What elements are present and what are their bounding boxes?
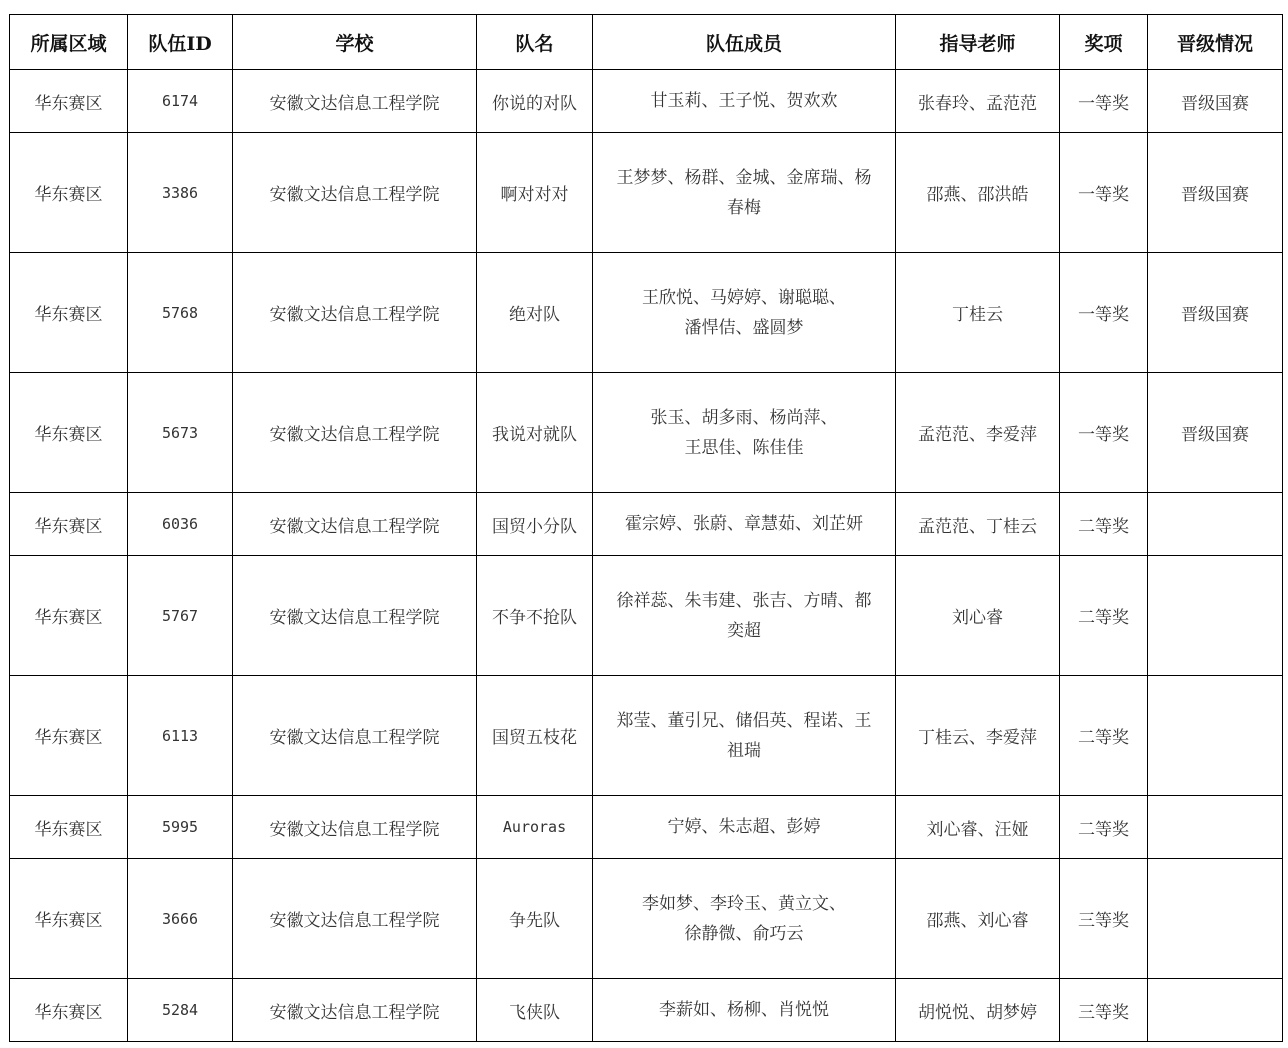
cell-advisor: 张春玲、孟范范 xyxy=(896,70,1060,133)
cell-members xyxy=(593,70,896,133)
cell-members xyxy=(593,979,896,1042)
members-line: 祖瑞 xyxy=(727,740,761,761)
table-row xyxy=(10,253,1283,373)
cell-team-name: 绝对队 xyxy=(477,253,593,373)
header-team-id: 队伍ID xyxy=(128,15,233,70)
cell-advisor: 邵燕、刘心睿 xyxy=(896,859,1060,979)
cell-advisor: 邵燕、邵洪皓 xyxy=(896,133,1060,253)
cell-advisor: 刘心睿 xyxy=(896,556,1060,676)
header-region: 所属区域 xyxy=(10,15,128,70)
header-row xyxy=(10,15,1283,70)
cell-status: 晋级国赛 xyxy=(1148,373,1283,493)
cell-members xyxy=(593,133,896,253)
cell-award: 三等奖 xyxy=(1060,979,1148,1042)
cell-region: 华东赛区 xyxy=(10,676,128,796)
members-line: 王欣悦、马婷婷、谢聪聪、 xyxy=(642,287,846,308)
cell-region: 华东赛区 xyxy=(10,556,128,676)
members-line: 张玉、胡多雨、杨尚萍、 xyxy=(650,407,838,428)
cell-team-id: 6036 xyxy=(128,493,233,556)
members-line: 李薪如、杨柳、肖悦悦 xyxy=(659,1000,829,1020)
cell-status xyxy=(1148,493,1283,556)
members-line: 王梦梦、杨群、金城、金席瑞、杨 xyxy=(616,167,872,188)
cell-advisor: 刘心睿、汪娅 xyxy=(896,796,1060,859)
members-line: 徐祥蕊、朱韦建、张吉、方晴、都 xyxy=(616,590,872,611)
cell-team-id: 5767 xyxy=(128,556,233,676)
cell-award: 三等奖 xyxy=(1060,859,1148,979)
header-team-name: 队名 xyxy=(477,15,593,70)
cell-team-name: 飞侠队 xyxy=(477,979,593,1042)
cell-team-name: 国贸小分队 xyxy=(477,493,593,556)
cell-school: 安徽文达信息工程学院 xyxy=(233,70,477,133)
cell-region: 华东赛区 xyxy=(10,70,128,133)
table-row xyxy=(10,373,1283,493)
cell-award: 一等奖 xyxy=(1060,253,1148,373)
cell-team-id: 5995 xyxy=(128,796,233,859)
members-line: 李如梦、李玲玉、黄立文、 xyxy=(642,893,846,914)
cell-team-name: 啊对对对 xyxy=(477,133,593,253)
cell-members xyxy=(593,859,896,979)
cell-status: 晋级国赛 xyxy=(1148,253,1283,373)
cell-members xyxy=(593,556,896,676)
header-school: 学校 xyxy=(233,15,477,70)
cell-advisor: 孟范范、丁桂云 xyxy=(896,493,1060,556)
cell-team-name: 国贸五枝花 xyxy=(477,676,593,796)
cell-advisor: 丁桂云、李爱萍 xyxy=(896,676,1060,796)
cell-award: 二等奖 xyxy=(1060,556,1148,676)
cell-team-id: 6113 xyxy=(128,676,233,796)
members-line: 郑莹、董引兄、储侣英、程诺、王 xyxy=(616,710,872,731)
cell-award: 二等奖 xyxy=(1060,676,1148,796)
cell-award: 一等奖 xyxy=(1060,133,1148,253)
cell-advisor: 孟范范、李爱萍 xyxy=(896,373,1060,493)
cell-team-id: 6174 xyxy=(128,70,233,133)
cell-members xyxy=(593,253,896,373)
cell-region: 华东赛区 xyxy=(10,493,128,556)
results-table xyxy=(9,14,1283,1042)
cell-school: 安徽文达信息工程学院 xyxy=(233,859,477,979)
members-line: 霍宗婷、张蔚、章慧茹、刘芷妍 xyxy=(625,514,863,534)
cell-region: 华东赛区 xyxy=(10,796,128,859)
cell-status xyxy=(1148,556,1283,676)
cell-status xyxy=(1148,796,1283,859)
table-row xyxy=(10,493,1283,556)
table-row xyxy=(10,796,1283,859)
cell-region: 华东赛区 xyxy=(10,859,128,979)
cell-team-name: 争先队 xyxy=(477,859,593,979)
members-line: 甘玉莉、王子悦、贺欢欢 xyxy=(650,91,838,111)
cell-team-id: 5768 xyxy=(128,253,233,373)
cell-school: 安徽文达信息工程学院 xyxy=(233,796,477,859)
members-line: 徐静微、俞巧云 xyxy=(684,923,804,944)
members-line: 宁婷、朱志超、彭婷 xyxy=(667,817,821,837)
cell-status xyxy=(1148,979,1283,1042)
table-row xyxy=(10,556,1283,676)
cell-school: 安徽文达信息工程学院 xyxy=(233,676,477,796)
cell-award: 一等奖 xyxy=(1060,373,1148,493)
cell-school: 安徽文达信息工程学院 xyxy=(233,373,477,493)
table-row xyxy=(10,70,1283,133)
cell-members xyxy=(593,796,896,859)
cell-members xyxy=(593,676,896,796)
header-award: 奖项 xyxy=(1060,15,1148,70)
cell-region: 华东赛区 xyxy=(10,373,128,493)
header-status: 晋级情况 xyxy=(1148,15,1283,70)
header-advisor: 指导老师 xyxy=(896,15,1060,70)
cell-team-id: 3666 xyxy=(128,859,233,979)
cell-status xyxy=(1148,859,1283,979)
cell-school: 安徽文达信息工程学院 xyxy=(233,133,477,253)
cell-school: 安徽文达信息工程学院 xyxy=(233,253,477,373)
cell-members xyxy=(593,373,896,493)
table-row xyxy=(10,676,1283,796)
table-row xyxy=(10,859,1283,979)
cell-school: 安徽文达信息工程学院 xyxy=(233,493,477,556)
cell-team-name: 你说的对队 xyxy=(477,70,593,133)
cell-team-name: 不争不抢队 xyxy=(477,556,593,676)
cell-region: 华东赛区 xyxy=(10,253,128,373)
header-members: 队伍成员 xyxy=(593,15,896,70)
cell-award: 一等奖 xyxy=(1060,70,1148,133)
table-row xyxy=(10,979,1283,1042)
members-line: 王思佳、陈佳佳 xyxy=(684,437,804,458)
cell-advisor: 胡悦悦、胡梦婷 xyxy=(896,979,1060,1042)
members-line: 奕超 xyxy=(727,620,761,641)
cell-team-name: 我说对就队 xyxy=(477,373,593,493)
cell-team-id: 3386 xyxy=(128,133,233,253)
cell-members xyxy=(593,493,896,556)
cell-region: 华东赛区 xyxy=(10,979,128,1042)
cell-team-id: 5284 xyxy=(128,979,233,1042)
cell-award: 二等奖 xyxy=(1060,796,1148,859)
cell-school: 安徽文达信息工程学院 xyxy=(233,979,477,1042)
cell-status xyxy=(1148,676,1283,796)
table-row xyxy=(10,133,1283,253)
cell-team-name: Auroras xyxy=(477,796,593,859)
cell-region: 华东赛区 xyxy=(10,133,128,253)
cell-team-id: 5673 xyxy=(128,373,233,493)
cell-school: 安徽文达信息工程学院 xyxy=(233,556,477,676)
cell-status: 晋级国赛 xyxy=(1148,70,1283,133)
members-line: 潘悍佶、盛圆梦 xyxy=(684,317,804,338)
cell-advisor: 丁桂云 xyxy=(896,253,1060,373)
cell-award: 二等奖 xyxy=(1060,493,1148,556)
cell-status: 晋级国赛 xyxy=(1148,133,1283,253)
members-line: 春梅 xyxy=(727,197,761,218)
